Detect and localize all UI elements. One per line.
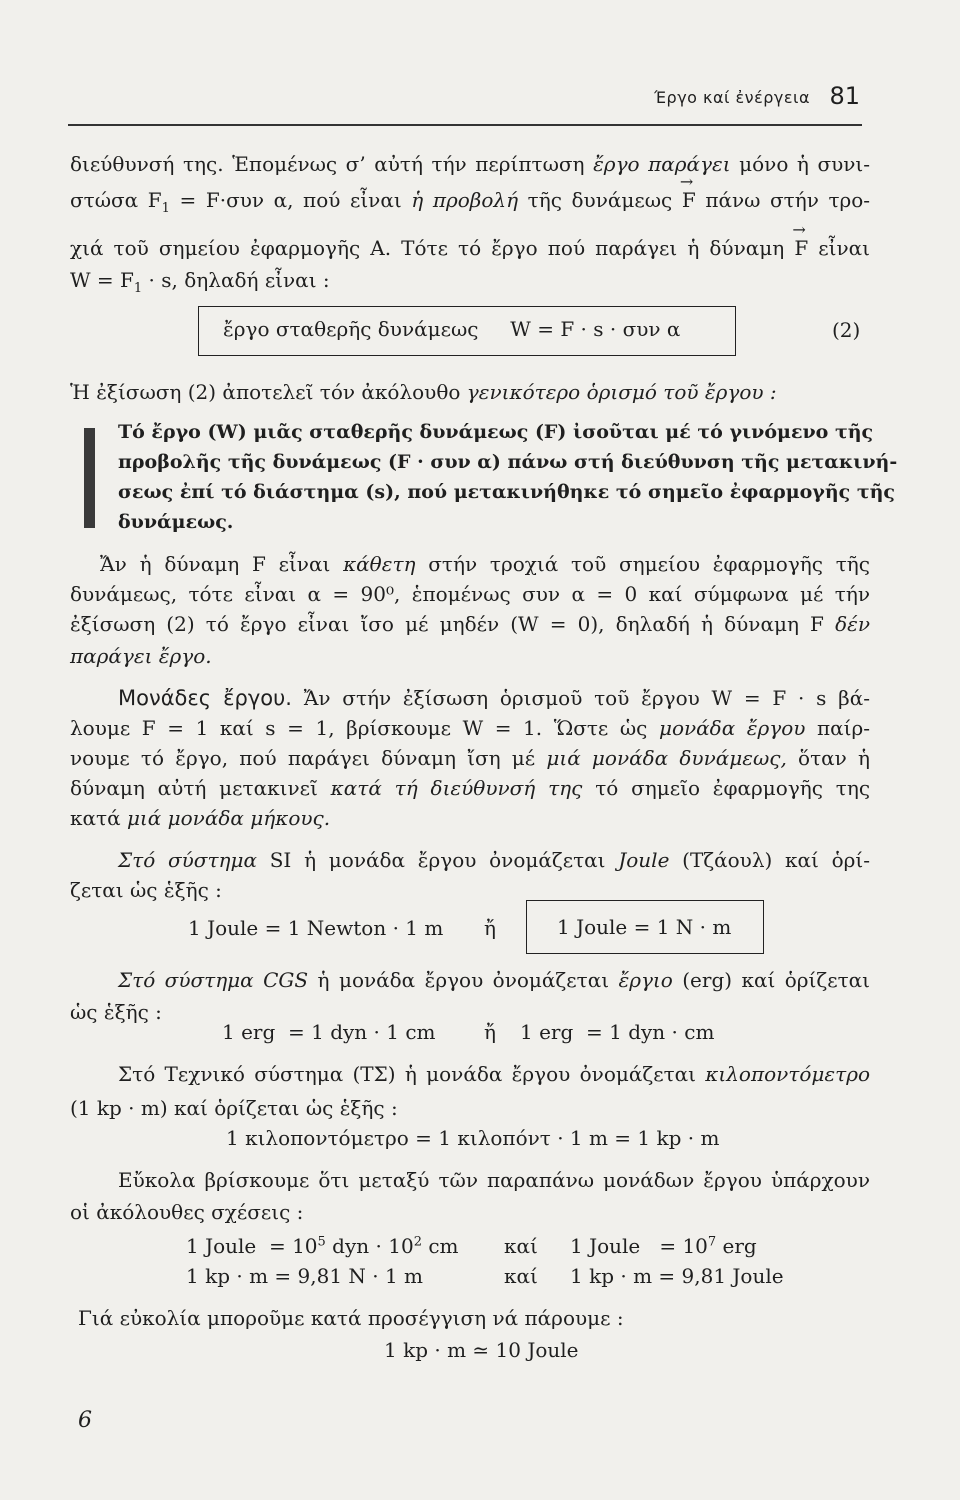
signature-mark: 6 [78, 1408, 92, 1433]
joule-definition-box [526, 900, 764, 954]
definition-line2: προβολῆς τῆς δυνάμεως (F · συν α) πάνω στή διεύθυνση τῆς μετακινή- [118, 451, 898, 473]
relations-line2: οἱ ἀκόλουθες σχέσεις : [70, 1200, 304, 1224]
si-line1: Στό σύστημα SI ἡ μονάδα ἔργου ὀνομάζεται Joule (Τζάουλ) καί ὁρί- [118, 848, 871, 872]
units-line1: Μονάδες ἔργου. Ἄν στήν ἐξίσωση ὁρισμοῦ τοῦ ἔργου W = F · s βά- [118, 686, 870, 710]
cgs-line1: Στό σύστημα CGS ἡ μονάδα ἔργου ὀνομάζεται ἔργιο (erg) καί ὁρίζεται [118, 968, 871, 992]
para1-line2: στώσα $F_1 = F\cdot\sigma\upsilon\nu$ α, πού εἶναι ἡ προβολή τῆς δυνάμεως F → πάνω στήν τρο- [70, 186, 870, 223]
definition-line4: δυνάμεως. [118, 511, 234, 533]
definition-marker-bar [84, 428, 95, 528]
para3-line2: δυνάμεως, τότε εἶναι α = 90⁰, ἑπομένως συν α = 0 καί σύμφωνα μέ τήν [70, 582, 870, 606]
cgs-equation-right: 1 erg = 1 dyn · cm [520, 1020, 715, 1044]
tech-line2: (1 kp · m) καί ὁρίζεται ὡς ἑξῆς : [70, 1096, 398, 1120]
units-line5: κατά μιά μονάδα μήκους. [70, 806, 331, 830]
si-equation-left: 1 Joule = 1 Newton · 1 m [188, 916, 444, 940]
relation-kpm-newton: 1 kp · m = 9,81 N · 1 m [186, 1264, 424, 1288]
section-heading: Μονάδες ἔργου. [118, 686, 292, 710]
or-word: ἤ [484, 1020, 496, 1044]
approx-equation: 1 kp · m ≃ 10 Joule [384, 1338, 579, 1362]
definition-line1: Τό ἔργο (W) μιᾶς σταθερῆς δυνάμεως (F) ἰσοῦται μέ τό γινόμενο τῆς [118, 421, 874, 443]
para2-line: Ἡ ἐξίσωση (2) ἀποτελεῖ τόν ἀκόλουθο γενικότερο ὁρισμό τοῦ ἔργου : [70, 380, 777, 404]
tech-line1: Στό Τεχνικό σύστημα (ΤΣ) ἡ μονάδα ἔργου ὀνομάζεται κιλοποντόμετρο [118, 1062, 870, 1086]
running-title: Έργο καί ἐνέργεια [654, 88, 810, 107]
para1-line1: διεύθυνσή της. Ἑπομένως σ’ αὐτή τήν περίπτωση ἔργο παράγει μόνο ἡ συνι- [70, 152, 871, 176]
para3-line1: Ἄν ἡ δύναμη F εἶναι κάθετη στήν τροχιά τοῦ σημείου ἐφαρμογῆς τῆς [100, 552, 870, 576]
si-line2: ζεται ὡς ἑξῆς : [70, 878, 222, 902]
para1-line3: χιά τοῦ σημείου ἐφαρμογῆς Α. Τότε τό ἔργο πού παράγει ἡ δύναμη F → εἶναι [70, 234, 870, 262]
tech-equation: 1 κιλοποντόμετρο = 1 κιλοπόντ · 1 m = 1 kp · m [226, 1126, 720, 1150]
equation-number: (2) [832, 318, 861, 342]
page-number: 81 [829, 82, 860, 110]
units-line2: λουμε F = 1 καί s = 1, βρίσκουμε W = 1. Ὥστε ὡς μονάδα ἔργου παίρ- [70, 716, 871, 740]
units-line4: δύναμη αὐτή μετακινεῖ κατά τή διεύθυνσή της τό σημεῖο ἐφαρμογῆς της [70, 776, 871, 800]
and-word: καί [504, 1264, 538, 1288]
force-vector-symbol: F → [794, 234, 808, 262]
approx-line: Γιά εὐκολία μποροῦμε κατά προσέγγιση νά πάρουμε : [78, 1306, 624, 1330]
para1-line4: $W = F_1 \cdot s$, δηλαδή εἶναι : [70, 268, 330, 296]
page-header [68, 84, 862, 126]
work-formula: ἔργο σταθερῆς δυνάμεως W = F · s · συν α [223, 317, 681, 341]
para3-line3: ἐξίσωση (2) τό ἔργο εἶναι ἴσο μέ μηδέν (W = 0), δηλαδή ἡ δύναμη F δέν [70, 612, 871, 636]
work-formula-box [198, 306, 736, 356]
relations-line1: Εὔκολα βρίσκουμε ὅτι μεταξύ τῶν παραπάνω μονάδων ἔργου ὑπάρχουν [118, 1168, 870, 1192]
cgs-line2: ὡς ἑξῆς : [70, 1000, 162, 1024]
units-line3: νουμε τό ἔργο, πού παράγει δύναμη ἴση μέ μιά μονάδα δυνάμεως, ὅταν ἡ [70, 746, 870, 770]
relation-joule-dyn: 1 Joule = $10^5$ dyn · $10^2$ cm [186, 1234, 459, 1258]
relation-kpm-joule: 1 kp · m = 9,81 Joule [570, 1264, 784, 1288]
and-word: καί [504, 1234, 538, 1258]
cgs-equation-left: 1 erg = 1 dyn · 1 cm [222, 1020, 436, 1044]
definition-line3: σεως ἐπί τό διάστημα (s), πού μετακινήθηκε τό σημεῖο ἐφαρμογῆς τῆς [118, 481, 895, 503]
force-vector-symbol: F → [682, 186, 696, 214]
relation-joule-erg: 1 Joule = $10^7$ erg [570, 1234, 757, 1258]
para3-line4: παράγει ἔργο. [70, 644, 212, 668]
or-word: ἤ [484, 916, 496, 940]
joule-definition: 1 Joule = 1 N · m [557, 915, 732, 939]
